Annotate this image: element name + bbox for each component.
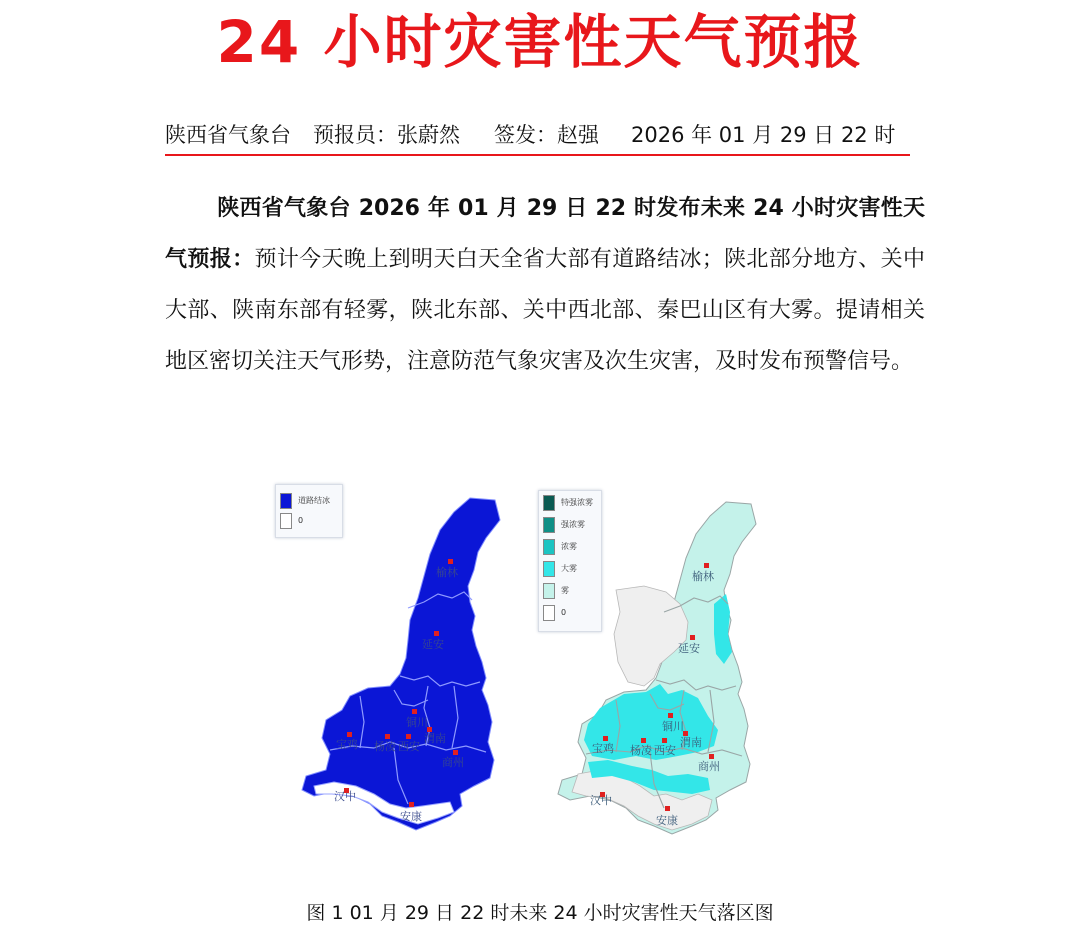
city-label-shangzhou: 商州 [442, 756, 464, 769]
legend-label: 强浓雾 [561, 520, 585, 529]
forecast-paragraph [165, 183, 925, 387]
city-label-tongchuan: 铜川 [662, 720, 684, 733]
city-label-baoji: 宝鸡 [336, 738, 358, 751]
city-label-yulin: 榆林 [436, 566, 458, 579]
city-label-yanan: 延安 [678, 642, 700, 655]
legend-label: 雾 [561, 586, 569, 595]
city-label-weinan: 渭南 [424, 732, 446, 745]
signer: 签发：赵强 [494, 123, 599, 147]
legend-label: 特强浓雾 [561, 498, 593, 507]
page-title: 24 小时灾害性天气预报 [216, 8, 864, 76]
city-label-yangling: 杨凌 [630, 744, 652, 757]
issue-datetime: 2026 年 01 月 29 日 22 时 [631, 123, 896, 147]
forecast-lead: 陕西省气象台 2026 年 01 月 29 日 22 时发布未来 24 小时灾害性天气预报： [165, 196, 925, 272]
city-label-yangling: 杨凌 [374, 740, 396, 753]
city-label-hanzhong: 汉中 [334, 790, 356, 803]
city-label-weinan: 渭南 [680, 736, 702, 749]
forecast-text: 预计今天晚上到明天白天全省大部有道路结冰；陕北部分地方、关中大部、陕南东部有轻雾，陕北东部、关中西北部、秦巴山区有大雾。提请相关地区密切关注天气形势，注意防范气象灾害及次生灾害，及时发布预警信号。 [165, 247, 925, 374]
figure-caption: 图 1 01 月 29 日 22 时未来 24 小时灾害性天气落区图 [306, 902, 774, 924]
issuing-org: 陕西省气象台 [165, 123, 291, 147]
city-label-xian: 西安 [654, 744, 676, 757]
forecaster: 预报员：张蔚然 [313, 123, 460, 147]
legend-label: 浓雾 [561, 542, 577, 551]
city-label-shangzhou: 商州 [698, 760, 720, 773]
road-icing-map [290, 490, 510, 850]
city-label-ankang: 安康 [656, 814, 678, 827]
city-label-ankang: 安康 [400, 810, 422, 823]
legend-label: 道路结冰 [298, 496, 330, 505]
city-label-tongchuan: 铜川 [406, 716, 428, 729]
city-label-baoji: 宝鸡 [592, 742, 614, 755]
city-label-hanzhong: 汉中 [590, 794, 612, 807]
city-label-yanan: 延安 [422, 638, 444, 651]
legend-label: 大雾 [561, 564, 577, 573]
forecast-meta [165, 120, 910, 156]
fog-map [548, 494, 768, 854]
city-label-yulin: 榆林 [692, 570, 714, 583]
legend-label: 0 [298, 516, 304, 525]
legend-label: 0 [561, 608, 567, 617]
city-label-xian: 西安 [398, 740, 420, 753]
province-shape [302, 498, 500, 830]
